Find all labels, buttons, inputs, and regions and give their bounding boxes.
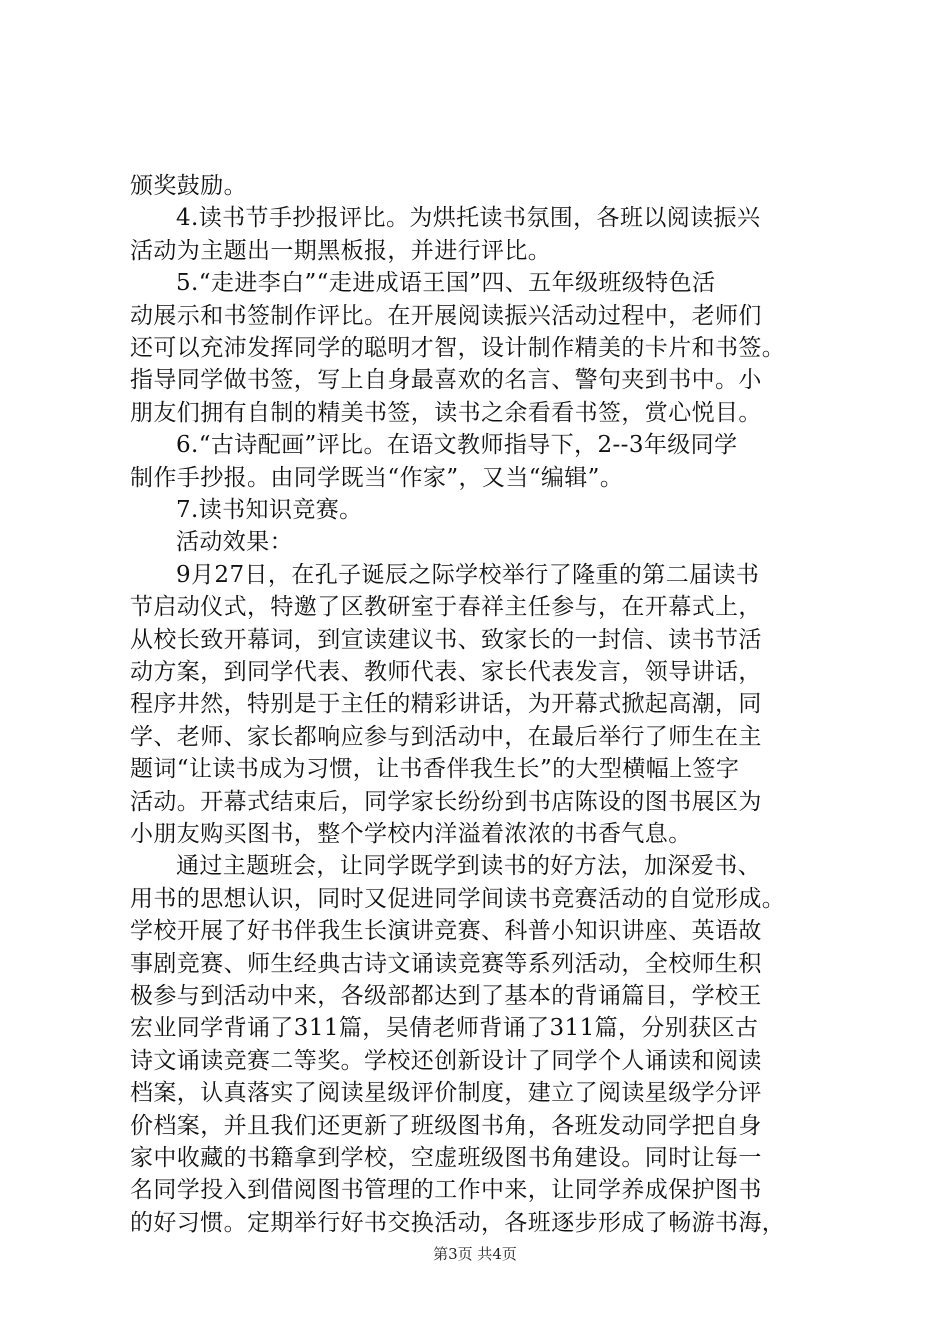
text-line: 程序井然，特别是于主任的精彩讲话，为开幕式掀起高潮，同	[130, 691, 762, 718]
text-line: 5.“走进李白”“走进成语王国”四、五年级班级特色活	[176, 270, 716, 297]
text-line: 小朋友购买图书，整个学校内洋溢着浓浓的书香气息。	[130, 821, 692, 847]
text-line: 用书的思想认识，同时又促进同学间读书竞赛活动的自觉形成。	[130, 885, 786, 912]
text-line: 诗文诵读竞赛二等奖。学校还创新设计了同学个人诵读和阅读	[130, 1047, 762, 1074]
text-line: 朋友们拥有自制的精美书签，读书之余看看书签，赏心悦目。	[130, 399, 762, 426]
text-line: 从校长致开幕词，到宣读建议书、致家长的一封信、读书节活	[130, 626, 762, 653]
text-line: 活动。开幕式结束后，同学家长纷纷到书店陈设的图书展区为	[130, 788, 762, 815]
text-line: 制作手抄报。由同学既当“作家”，又当“编辑”。	[130, 464, 624, 491]
text-line: 动方案，到同学代表、教师代表、家长代表发言，领导讲话，	[130, 659, 762, 685]
text-line: 7.读书知识竞赛。	[176, 497, 363, 523]
text-line: 6.“古诗配画”评比。在语文教师指导下，2--3年级同学	[176, 432, 738, 459]
text-line: 宏业同学背诵了311篇，吴倩老师背诵了311篇，分别获区古	[130, 1015, 759, 1042]
text-line: 事剧竞赛、师生经典古诗文诵读竞赛等系列活动，全校师生积	[130, 950, 762, 977]
text-line: 还可以充沛发挥同学的聪明才智，设计制作精美的卡片和书签。	[130, 335, 786, 361]
text-line: 通过主题班会，让同学既学到读书的好方法，加深爱书、	[176, 853, 761, 880]
text-line: 价档案，并且我们还更新了班级图书角，各班发动同学把自身	[130, 1112, 762, 1139]
text-line: 档案，认真落实了阅读星级评价制度，建立了阅读星级学分评	[130, 1080, 762, 1107]
text-line: 题词“让读书成为习惯，让书香伴我生长”的大型横幅上签字	[130, 756, 740, 783]
text-line: 的好习惯。定期举行好书交换活动，各班逐步形成了畅游书海，	[130, 1209, 786, 1236]
text-line: 节启动仪式，特邀了区教研室于春祥主任参与，在开幕式上，	[130, 594, 762, 621]
text-line: 学校开展了好书伴我生长演讲竞赛、科普小知识讲座、英语故	[130, 918, 762, 945]
text-line: 家中收藏的书籍拿到学校，空虚班级图书角建设。同时让每一	[130, 1145, 762, 1171]
text-line: 活动为主题出一期黑板报，并进行评比。	[130, 237, 552, 264]
text-line: 学、老师、家长都响应参与到活动中，在最后举行了师生在主	[130, 723, 762, 750]
text-line: 颁奖鼓励。	[130, 173, 247, 199]
text-line: 4.读书节手抄报评比。为烘托读书氛围，各班以阅读振兴	[176, 205, 761, 232]
text-line: 9月27日，在孔子诞辰之际学校举行了隆重的第二届读书	[176, 561, 760, 588]
text-line: 名同学投入到借阅图书管理的工作中来，让同学养成保护图书	[130, 1177, 762, 1204]
text-line: 活动效果：	[176, 529, 293, 556]
text-line: 动展示和书签制作评比。在开展阅读振兴活动过程中，老师们	[130, 302, 762, 329]
text-line: 极参与到活动中来，各级部都达到了基本的背诵篇目，学校王	[130, 983, 762, 1009]
text-line: 指导同学做书签，写上自身最喜欢的名言、警句夹到书中。小	[130, 367, 762, 394]
page-footer: 第3页 共4页	[433, 1245, 517, 1263]
